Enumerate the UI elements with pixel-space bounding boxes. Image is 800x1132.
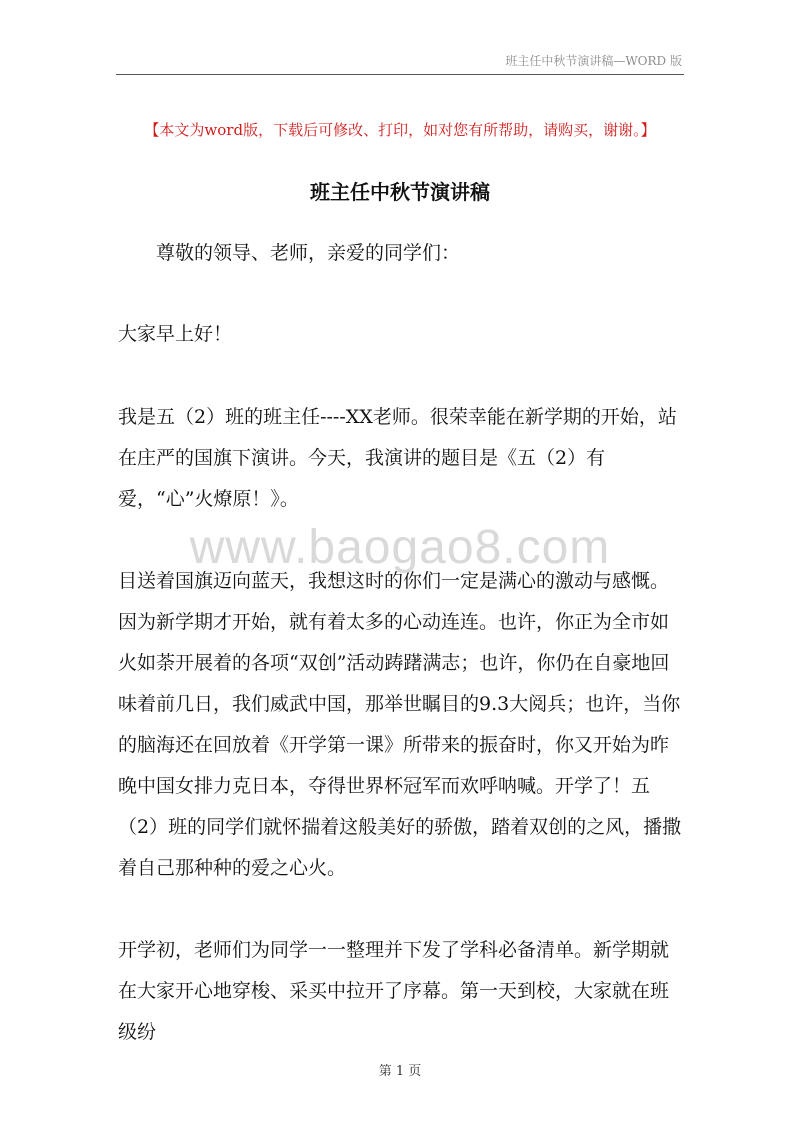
body-paragraph-continued: 开学初，老师们为同学一一整理并下发了学科必备清单。新学期就在大家开心地穿梭、采买中拉开了序幕。第一天到校，大家就在班级纷 xyxy=(118,939,670,1043)
body-paragraph: 目送着国旗迈向蓝天，我想这时的你们一定是满心的激动与感慨。因为新学期才开始，就有着太多的心动连连。也许，你正为全市如火如荼开展着的各项“双创”活动踌躇满志；也许，你仍在自豪地回味着前几日，我们威武中国，那举世瞩目的9.3大阅兵；也许，当你的脑海还在回放着《开学第一课》所带来的振奋时，你又开始为昨晚中国女排力克日本，夺得世界杯冠军而欢呼呐喊。开学了！五（2）班的同学们就怀揣着这般美好的骄傲，踏着双创的之风，播撒着自己那种种的爱之心火。 xyxy=(118,570,682,879)
document-title: 班主任中秋节演讲稿 xyxy=(310,180,490,204)
intro-paragraph: 我是五（2）班的班主任----XX老师。很荣幸能在新学期的开始，站在庄严的国旗下演讲。今天，我演讲的题目是《五（2）有爱，“心”火燎原！》。 xyxy=(118,406,677,510)
page-number: 第 1 页 xyxy=(378,1064,422,1079)
watermark: www.baogao8.com xyxy=(189,521,611,574)
header-divider xyxy=(116,74,684,75)
greeting-paragraph: 大家早上好！ xyxy=(118,323,233,345)
running-header: 班主任中秋节演讲稿—WORD 版 xyxy=(505,54,682,68)
salutation-paragraph: 尊敬的领导、老师，亲爱的同学们： xyxy=(118,242,461,264)
download-notice: 【本文为word版，下载后可修改、打印，如对您有所帮助，请购买，谢谢。】 xyxy=(144,121,656,139)
